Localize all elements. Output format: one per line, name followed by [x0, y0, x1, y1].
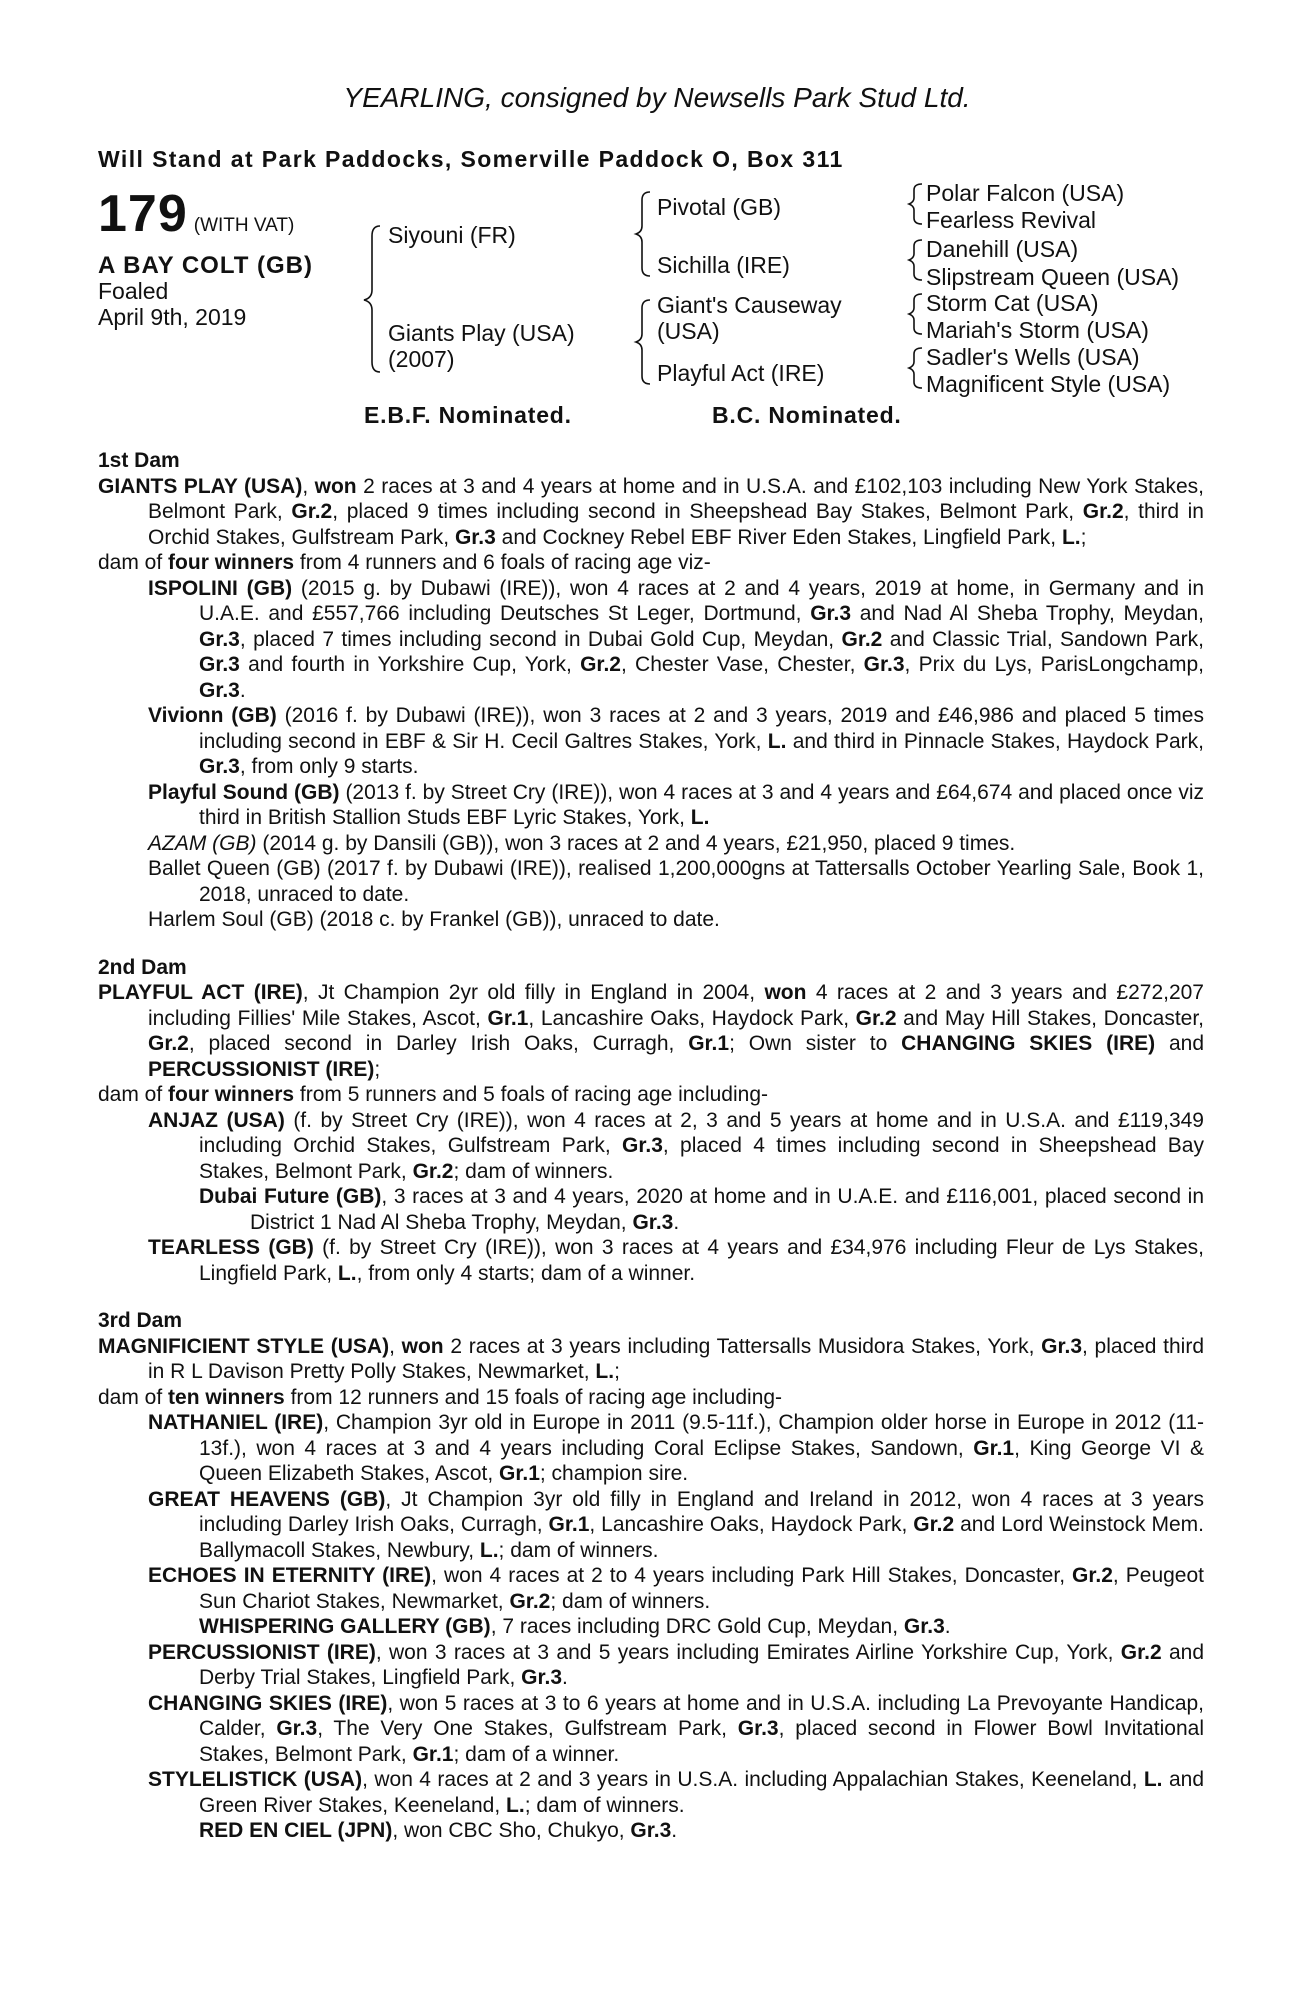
- ggp-7: Sadler's Wells (USA): [926, 344, 1140, 370]
- produce-anjaz: ANJAZ (USA) (f. by Street Cry (IRE)), won 4 races at 2, 3 and 5 years at home and in U.S.A. and £119,349 including Orchid Stakes, Gulfstream Park, Gr.3, placed 4 times including second in Sheepshead Bay Stakes, Belmont Park, Gr.2; dam of winners.: [148, 1108, 1204, 1183]
- second-dam-produce-summary: dam of four winners from 5 runners and 5 foals of racing age including-: [98, 1083, 768, 1106]
- second-dam-record: PLAYFUL ACT (IRE), Jt Champion 2yr old filly in England in 2004, won 4 races at 2 and 3 years and £272,207 including Fillies' Mile Stakes, Ascot, Gr.1, Lancashire Oaks, Haydock Park, Gr.2 and May Hill Stakes, Doncaster, Gr.2, placed second in Darley Irish Oaks, Curragh, Gr.1; Own sister to CHANGING SKIES (IRE) and PERCUSSIONIST (IRE);: [98, 981, 1205, 1081]
- produce-tearless: TEARLESS (GB) (f. by Street Cry (IRE)), won 3 races at 4 years and £34,976 including Fleur de Lys Stakes, Lingfield Park, L., from only 4 starts; dam of a winner.: [148, 1236, 1204, 1285]
- produce-echoes-in-eternity: ECHOES IN ETERNITY (IRE), won 4 races at 2 to 4 years including Park Hill Stakes, Doncaster, Gr.2, Peugeot Sun Chariot Stakes, Newmarket, Gr.2; dam of winners.: [148, 1564, 1204, 1613]
- produce-red-en-ciel: RED EN CIEL (JPN), won CBC Sho, Chukyo, Gr.3.: [199, 1819, 678, 1842]
- foaled-label: Foaled: [98, 278, 169, 304]
- produce-whispering-gallery: WHISPERING GALLERY (GB), 7 races including DRC Gold Cup, Meydan, Gr.3.: [199, 1615, 951, 1638]
- produce-stylelistick: STYLELISTICK (USA), won 4 races at 2 and 3 years in U.S.A. including Appalachian Stakes, Keeneland, L. and Green River Stakes, Keeneland, L.; dam of winners.: [148, 1768, 1204, 1817]
- bc-nominated: B.C. Nominated.: [712, 402, 902, 428]
- ggp-4: Slipstream Queen (USA): [926, 264, 1180, 290]
- produce-nathaniel: NATHANIEL (IRE), Champion 3yr old in Europe in 2011 (9.5-11f.), Champion older horse in Europe in 2012 (11-13f.), won 4 races at 3 and 4 years including Coral Eclipse Stakes, Sandown, Gr.1, King George VI & Queen Elizabeth Stakes, Ascot, Gr.1; champion sire.: [148, 1411, 1204, 1485]
- ggp-8: Magnificent Style (USA): [926, 371, 1171, 397]
- ggp-1: Polar Falcon (USA): [926, 180, 1125, 206]
- third-dam-heading: 3rd Dam: [98, 1309, 183, 1332]
- consignor-line: YEARLING, consigned by Newsells Park Stud Ltd.: [343, 82, 971, 113]
- lot-description: A BAY COLT (GB): [98, 252, 314, 279]
- foaled-date: April 9th, 2019: [98, 304, 247, 330]
- dam-sire-line1: Giant's Causeway: [657, 292, 842, 318]
- produce-vivionn: Vivionn (GB) (2016 f. by Dubawi (IRE)), won 3 races at 2 and 3 years, 2019 and £46,986 and placed 5 times including second in EBF & Sir H. Cecil Galtres Stakes, York, L. and third in Pinnacle Stakes, Haydock Park, Gr.3, from only 9 starts.: [148, 704, 1205, 778]
- dam-sire-line2: (USA): [657, 318, 720, 344]
- sire: Siyouni (FR): [388, 222, 516, 248]
- second-dam-heading: 2nd Dam: [98, 955, 187, 979]
- dam: Giants Play (USA): [388, 320, 575, 346]
- produce-ballet-queen: Ballet Queen (GB) (2017 f. by Dubawi (IRE)), realised 1,200,000gns at Tattersalls October Yearling Sale, Book 1, 2018, unraced to date.: [148, 857, 1204, 906]
- sire-sire: Pivotal (GB): [657, 194, 781, 220]
- produce-ispolini: ISPOLINI (GB) (2015 g. by Dubawi (IRE)), won 4 races at 2 and 4 years, 2019 at home, in Germany and in U.A.E. and £557,766 including Deutsches St Leger, Dortmund, Gr.3 and Nad Al Sheba Trophy, Meydan, Gr.3, placed 7 times including second in Dubai Gold Cup, Meydan, Gr.2 and Classic Trial, Sandown Park, Gr.3 and fourth in Yorkshire Cup, York, Gr.2, Chester Vase, Chester, Gr.3, Prix du Lys, ParisLongchamp, Gr.3.: [148, 576, 1205, 702]
- produce-percussionist: PERCUSSIONIST (IRE), won 3 races at 3 and 5 years including Emirates Airline Yorkshire Cup, York, Gr.2 and Derby Trial Stakes, Lingfield Park, Gr.3.: [148, 1640, 1205, 1689]
- vat-label: (WITH VAT): [193, 215, 295, 236]
- produce-changing-skies: CHANGING SKIES (IRE), won 5 races at 3 to 6 years at home and in U.S.A. including La Prevoyante Handicap, Calder, Gr.3, The Very One Stakes, Gulfstream Park, Gr.3, placed second in Flower Bowl Invitational Stakes, Belmont Park, Gr.1; dam of a winner.: [148, 1691, 1205, 1766]
- ggp-6: Mariah's Storm (USA): [926, 317, 1149, 343]
- dam-dam: Playful Act (IRE): [657, 360, 825, 386]
- third-dam-record: MAGNIFICIENT STYLE (USA), won 2 races at 3 years including Tattersalls Musidora Stakes, York, Gr.3, placed third in R L Davison Pretty Polly Stakes, Newmarket, L.;: [98, 1334, 1204, 1383]
- stand-location: Will Stand at Park Paddocks, Somerville Paddock O, Box 311: [98, 146, 844, 172]
- ggp-2: Fearless Revival: [926, 207, 1096, 233]
- produce-harlem-soul: Harlem Soul (GB) (2018 c. by Frankel (GB)), unraced to date.: [148, 908, 720, 931]
- produce-azam: AZAM (GB) (2014 g. by Dansili (GB)), won 3 races at 2 and 4 years, £21,950, placed 9 times.: [148, 831, 1016, 855]
- first-dam-produce-summary: dam of four winners from 4 runners and 6 foals of racing age viz-: [98, 551, 711, 574]
- produce-dubai-future: Dubai Future (GB), 3 races at 3 and 4 years, 2020 at home and in U.A.E. and £116,001, placed second in District 1 Nad Al Sheba Trophy, Meydan, Gr.3.: [199, 1185, 1204, 1234]
- ggp-5: Storm Cat (USA): [926, 290, 1099, 316]
- lot-number: 179: [98, 185, 188, 243]
- catalogue-body: [98, 448, 1204, 1844]
- first-dam-record: GIANTS PLAY (USA), won 2 races at 3 and 4 years at home and in U.S.A. and £102,103 including New York Stakes, Belmont Park, Gr.2, placed 9 times including second in Sheepshead Bay Stakes, Belmont Park, Gr.2, third in Orchid Stakes, Gulfstream Park, Gr.3 and Cockney Rebel EBF River Eden Stakes, Lingfield Park, L.;: [98, 474, 1205, 549]
- first-dam-heading: 1st Dam: [98, 449, 180, 472]
- third-dam-produce-summary: dam of ten winners from 12 runners and 15 foals of racing age including-: [98, 1385, 783, 1409]
- produce-playful-sound: Playful Sound (GB) (2013 f. by Street Cry (IRE)), won 4 races at 3 and 4 years and £64,674 and placed once viz third in British Stallion Studs EBF Lyric Stakes, York, L.: [148, 780, 1205, 829]
- dam-year: (2007): [388, 346, 455, 372]
- produce-great-heavens: GREAT HEAVENS (GB), Jt Champion 3yr old filly in England and Ireland in 2012, won 4 races at 3 years including Darley Irish Oaks, Curragh, Gr.1, Lancashire Oaks, Haydock Park, Gr.2 and Lord Weinstock Mem. Ballymacoll Stakes, Newbury, L.; dam of winners.: [148, 1487, 1204, 1562]
- ggp-3: Danehill (USA): [926, 236, 1079, 262]
- ebf-nominated: E.B.F. Nominated.: [364, 402, 572, 428]
- sire-dam: Sichilla (IRE): [657, 252, 790, 278]
